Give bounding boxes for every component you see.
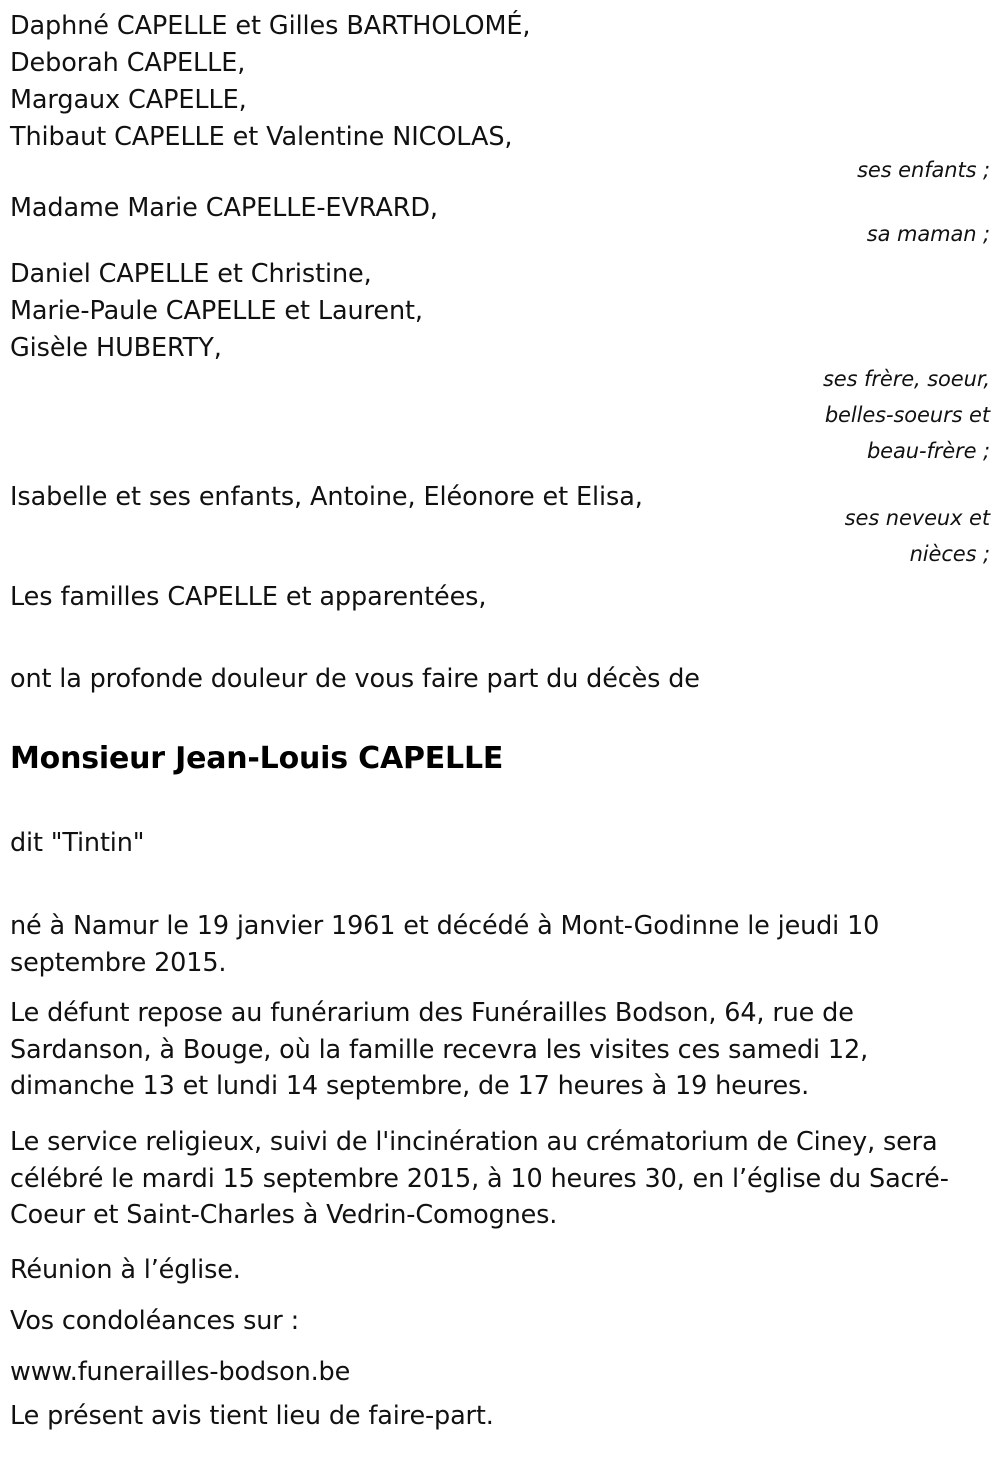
relation-role-nephews <box>650 500 990 572</box>
name-line: Marie-Paule CAPELLE et Laurent, <box>10 296 423 326</box>
role-line: ses neveux et <box>844 506 990 530</box>
relation-role-mother <box>650 216 990 252</box>
role-line: ses frère, soeur, <box>822 367 990 391</box>
name-line: Daniel CAPELLE et Christine, <box>10 259 372 289</box>
service-paragraph: Le service religieux, suivi de l'incinération au crématorium de Ciney, sera célébré le mardi 15 septembre 2015, à 10 heures 30, en l’église du Sacré-Coeur et Saint-Charles à Vedrin-Comognes. <box>10 1127 949 1230</box>
role-line: belles-soeurs et <box>824 403 990 427</box>
name-list-families <box>10 579 710 616</box>
relation-block-nephews <box>10 479 710 516</box>
condolences-website-link[interactable]: www.funerailles-bodson.be <box>10 1357 351 1387</box>
birth-death-line: né à Namur le 19 janvier 1961 et décédé à Mont-Godinne le jeudi 10 septembre 2015. <box>10 911 880 978</box>
deceased-nickname: dit "Tintin" <box>10 828 145 858</box>
repose-paragraph: Le défunt repose au funérarium des Funérailles Bodson, 64, rue de Sardanson, à Bouge, où la famille recevra les visites ces samedi 12, dimanche 13 et lundi 14 septembre, de 17 heures à 19 heures. <box>10 998 869 1101</box>
name-list-children <box>10 8 710 156</box>
name-line: Daphné CAPELLE et Gilles BARTHOLOMÉ, <box>10 11 531 41</box>
name-line: Gisèle HUBERTY, <box>10 333 222 363</box>
name-line: Thibaut CAPELLE et Valentine NICOLAS, <box>10 122 513 152</box>
role-line: sa maman ; <box>866 222 990 246</box>
role-line: beau-frère ; <box>866 439 990 463</box>
relation-block-siblings <box>10 256 710 367</box>
name-list-siblings <box>10 256 710 367</box>
relation-role-children <box>650 152 990 188</box>
footer-note: Le présent avis tient lieu de faire-part. <box>10 1401 494 1431</box>
name-line: Isabelle et ses enfants, Antoine, Eléonore et Elisa, <box>10 482 643 512</box>
role-line: ses enfants ; <box>857 158 990 182</box>
relation-block-families <box>10 579 710 616</box>
name-line: Les familles CAPELLE et apparentées, <box>10 582 487 612</box>
role-line: nièces ; <box>909 542 990 566</box>
announcement-lead: ont la profonde douleur de vous faire part du décès de <box>10 664 700 694</box>
name-list-mother <box>10 190 710 227</box>
name-line: Deborah CAPELLE, <box>10 48 246 78</box>
condolences-label: Vos condoléances sur : <box>10 1306 300 1336</box>
name-line: Margaux CAPELLE, <box>10 85 247 115</box>
deceased-name: Monsieur Jean-Louis CAPELLE <box>10 741 504 776</box>
name-line: Madame Marie CAPELLE-EVRARD, <box>10 193 438 223</box>
name-list-nephews <box>10 479 710 516</box>
relation-block-children <box>10 8 710 156</box>
relation-role-siblings <box>650 361 990 469</box>
relation-block-mother <box>10 190 710 227</box>
gathering-line: Réunion à l’église. <box>10 1255 241 1285</box>
